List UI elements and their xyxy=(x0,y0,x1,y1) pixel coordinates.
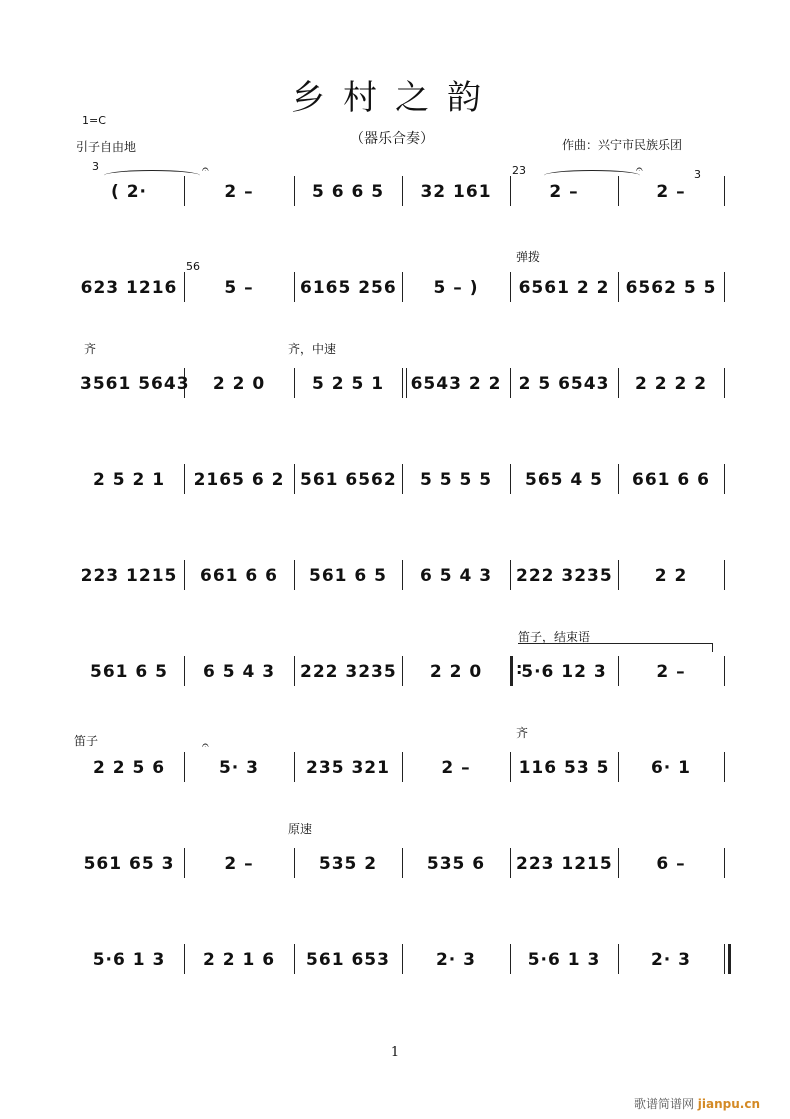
measure: 561 65 3 xyxy=(83,854,175,874)
score-row xyxy=(74,368,730,398)
measure: 5 5 5 5 xyxy=(419,470,493,490)
barline xyxy=(724,176,725,206)
composer: 作曲：兴宁市民族乐团 xyxy=(562,138,683,152)
score-row xyxy=(74,560,730,590)
barline xyxy=(294,176,295,206)
measure: 5·6 1 3 xyxy=(92,950,166,970)
annotation-qi: 齐 xyxy=(84,342,97,356)
barline xyxy=(184,464,185,494)
barline xyxy=(724,848,725,878)
barline xyxy=(618,176,619,206)
grace-note: 3 xyxy=(92,160,99,173)
annotation-yuansu: 原速 xyxy=(288,822,313,836)
measure: 561 653 xyxy=(306,950,390,970)
barline xyxy=(294,560,295,590)
measure: 5·6 12 3 xyxy=(521,662,607,682)
measure: 222 3235 xyxy=(516,566,613,586)
barline xyxy=(184,656,185,686)
barline xyxy=(184,176,185,206)
double-barline xyxy=(402,368,403,398)
annotation-qi-2: 齐 xyxy=(516,726,529,740)
measure: 2 – xyxy=(549,182,579,202)
barline xyxy=(184,752,185,782)
measure: 6 – xyxy=(656,854,686,874)
barline xyxy=(618,368,619,398)
barline xyxy=(184,944,185,974)
measure: 565 4 5 xyxy=(525,470,603,490)
measure: 5 – xyxy=(224,278,254,298)
annotation-dizi-end: 笛子，结束语 xyxy=(518,630,591,644)
measure: 223 1215 xyxy=(80,566,178,586)
measure: ( 2· xyxy=(111,182,147,202)
measure: 2· 3 xyxy=(650,950,692,970)
annotation-dizi: 笛子 xyxy=(74,734,99,748)
score-row xyxy=(74,848,730,878)
barline xyxy=(294,368,295,398)
measure: 2 – xyxy=(656,662,686,682)
barline xyxy=(510,848,511,878)
measure: 5·6 1 3 xyxy=(527,950,601,970)
measure: 3561 5643 xyxy=(80,374,190,394)
measure: 2 5 2 1 xyxy=(92,470,166,490)
measure: 2· 3 xyxy=(435,950,477,970)
measure: 2 2 0 xyxy=(212,374,266,394)
barline xyxy=(402,848,403,878)
grace-note: 56 xyxy=(186,260,200,273)
page-number: 1 xyxy=(390,1045,400,1060)
measure: 2 – xyxy=(224,182,254,202)
page-title: 乡村之韵 xyxy=(291,78,499,118)
measure: 222 3235 xyxy=(300,662,397,682)
measure: 2 2 5 6 xyxy=(92,758,166,778)
measure: 5 – ) xyxy=(433,278,479,298)
measure: 2 – xyxy=(441,758,471,778)
measure: 32 161 xyxy=(420,182,492,202)
measure: 5 6 6 5 xyxy=(311,182,385,202)
measure: 6 5 4 3 xyxy=(419,566,493,586)
annotation-tanbo: 弹拨 xyxy=(516,250,541,264)
barline xyxy=(724,752,725,782)
barline xyxy=(402,944,403,974)
barline xyxy=(510,752,511,782)
score-row xyxy=(74,944,730,974)
key-signature: 1=C xyxy=(82,114,106,127)
score-row xyxy=(74,656,730,686)
measure: 6561 2 2 xyxy=(518,278,610,298)
barline xyxy=(510,464,511,494)
measure: 6543 2 2 xyxy=(410,374,502,394)
barline xyxy=(294,464,295,494)
barline xyxy=(402,560,403,590)
watermark-cn: 歌谱简谱网 xyxy=(633,1097,694,1111)
measure: 561 6562 xyxy=(300,470,397,490)
barline xyxy=(724,464,725,494)
measure: 5· 3 xyxy=(218,758,260,778)
measure: 561 6 5 xyxy=(90,662,168,682)
barline xyxy=(618,464,619,494)
measure: 2 2 xyxy=(654,566,688,586)
measure: 2 2 1 6 xyxy=(202,950,276,970)
barline xyxy=(724,368,725,398)
measure: 235 321 xyxy=(306,758,390,778)
measure: 6· 1 xyxy=(650,758,692,778)
barline xyxy=(618,560,619,590)
measure: 6165 256 xyxy=(300,278,397,298)
measure: 661 6 6 xyxy=(200,566,278,586)
measure: 2 – xyxy=(224,854,254,874)
measure: 2 2 2 2 xyxy=(634,374,708,394)
score-row xyxy=(74,176,730,206)
subtitle: （器乐合奏） xyxy=(350,131,434,147)
barline xyxy=(294,848,295,878)
annotation-qi-zhongsu: 齐，中速 xyxy=(288,342,337,356)
score-row xyxy=(74,464,730,494)
score-row xyxy=(74,272,730,302)
barline xyxy=(402,272,403,302)
barline xyxy=(184,848,185,878)
measure: 223 1215 xyxy=(516,854,613,874)
barline xyxy=(724,656,725,686)
barline xyxy=(618,656,619,686)
measure: 661 6 6 xyxy=(632,470,710,490)
barline xyxy=(294,272,295,302)
score-row xyxy=(74,752,730,782)
watermark-en: jianpu.cn xyxy=(697,1097,760,1111)
barline xyxy=(294,752,295,782)
fermata-icon: 𝄐 xyxy=(202,738,209,752)
barline xyxy=(510,560,511,590)
barline xyxy=(402,176,403,206)
barline xyxy=(294,944,295,974)
repeat-barline xyxy=(510,656,513,686)
measure: 5 2 5 1 xyxy=(311,374,385,394)
watermark xyxy=(634,1095,760,1112)
barline xyxy=(510,944,511,974)
barline xyxy=(724,272,725,302)
fermata-icon: 𝄐 xyxy=(636,162,643,176)
grace-note: 23 xyxy=(512,164,526,177)
barline xyxy=(402,656,403,686)
fermata-icon: 𝄐 xyxy=(202,162,209,176)
barline xyxy=(618,848,619,878)
barline xyxy=(402,752,403,782)
measure: 2 – xyxy=(656,182,686,202)
barline xyxy=(618,944,619,974)
barline xyxy=(184,272,185,302)
measure: 2 2 0 xyxy=(429,662,483,682)
barline xyxy=(618,272,619,302)
intro-marking: 引子自由地 xyxy=(76,140,137,154)
measure: 116 53 5 xyxy=(518,758,610,778)
barline xyxy=(402,464,403,494)
final-barline xyxy=(724,944,725,974)
barline xyxy=(618,752,619,782)
measure: 623 1216 xyxy=(80,278,178,298)
measure: 535 6 xyxy=(426,854,486,874)
grace-note: 3 xyxy=(694,168,701,181)
barline xyxy=(510,176,511,206)
measure: 535 2 xyxy=(318,854,378,874)
measure: 6562 5 5 xyxy=(625,278,717,298)
ending-bracket xyxy=(518,643,713,652)
barline xyxy=(510,272,511,302)
barline xyxy=(184,560,185,590)
measure: 2 5 6543 xyxy=(518,374,610,394)
barline xyxy=(724,560,725,590)
measure: 6 5 4 3 xyxy=(202,662,276,682)
barline xyxy=(294,656,295,686)
barline xyxy=(510,368,511,398)
measure: 561 6 5 xyxy=(309,566,387,586)
measure: 2165 6 2 xyxy=(193,470,285,490)
